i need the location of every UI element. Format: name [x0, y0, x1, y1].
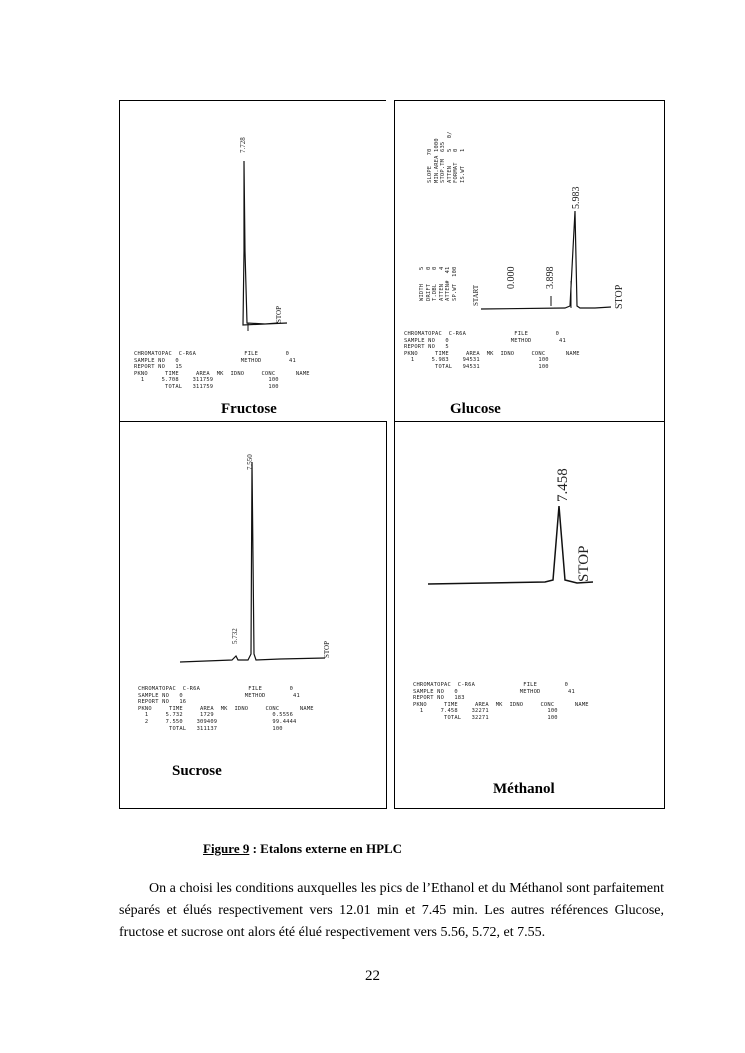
figure-caption [203, 841, 402, 857]
glucose-params: SLOPE 70 MIN.AREA 1000 STOP.TM 635 ATTEN 5 0/ FORMAT 0 IS.WT 1 [427, 131, 466, 183]
fructose-label: Fructose [221, 401, 277, 417]
caption-text: : Etalons externe en HPLC [249, 841, 403, 856]
glucose-peak-0: 0.000 [506, 266, 517, 289]
glucose-trace [481, 211, 611, 309]
sucrose-trace [180, 462, 325, 662]
methanol-peak-time: 7.458 [555, 468, 571, 502]
figure-ref: Figure 9 [203, 841, 250, 856]
fructose-stop-label: STOP [275, 306, 283, 323]
fructose-printout: CHROMATOPAC C-R6A FILE 0 SAMPLE NO 0 METHOD 41 REPORT NO 15 PKNO TIME AREA MK IDNO CONC NAME 1 5.708 311759 100 TOTAL 311759 100 [134, 351, 310, 390]
fructose-trace [243, 161, 287, 325]
methanol-printout: CHROMATOPAC C-R6A FILE 0 SAMPLE NO 0 METHOD 41 REPORT NO 183 PKNO TIME AREA MK IDNO CONC NAME 1 7.458 32271 100 TOTAL 32271 100 [413, 682, 589, 721]
sucrose-small-peak: 5.732 [231, 628, 239, 644]
glucose-params2: WIDTH 5 DRIFT 0 T.DBL 0 ATTEN 4 ATTEN# 41 SP.WT 100 [419, 266, 458, 301]
page-number: 22 [365, 968, 380, 984]
methanol-stop-label: STOP [576, 545, 592, 582]
sucrose-chromatogram [120, 422, 386, 808]
sucrose-stop-label: STOP [323, 641, 331, 658]
fructose-peak-time: 7.728 [239, 137, 247, 153]
panel-methanol [394, 421, 665, 809]
glucose-start-label: START [472, 284, 480, 306]
sucrose-label: Sucrose [172, 763, 222, 779]
methanol-chromatogram [395, 422, 664, 808]
methanol-label: Méthanol [493, 781, 555, 797]
panel-fructose [119, 100, 386, 424]
glucose-peak-3898: 3.898 [545, 266, 556, 289]
glucose-stop-label: STOP [614, 284, 625, 309]
panel-glucose [394, 100, 665, 424]
glucose-printout: CHROMATOPAC C-R6A FILE 0 SAMPLE NO 0 METHOD 41 REPORT NO 5 PKNO TIME AREA MK IDNO CONC NAME 1 5.983 94531 100 TOTAL 94531 100 [404, 331, 580, 370]
glucose-label: Glucose [450, 401, 501, 417]
sucrose-peak-time: 7.550 [246, 454, 254, 470]
glucose-peak-time: 5.983 [571, 186, 582, 209]
methanol-trace [428, 506, 593, 584]
body-paragraph: On a choisi les conditions auxquelles les pics de l’Ethanol et du Méthanol sont parfaitement séparés et élués respectivement vers 12.01 min et 7.45 min. Les autres références Glucose, fructose et sucrose ont alors été élué respectivement vers 5.56, 5.72, et 7.55. [119, 881, 664, 940]
panel-sucrose [119, 421, 387, 809]
sucrose-printout: CHROMATOPAC C-R6A FILE 0 SAMPLE NO 0 METHOD 41 REPORT NO 16 PKNO TIME AREA MK IDNO CONC NAME 1 5.732 1729 0.5556 2 7.550 309409 99.4444 TOTAL 311137 100 [138, 686, 314, 732]
